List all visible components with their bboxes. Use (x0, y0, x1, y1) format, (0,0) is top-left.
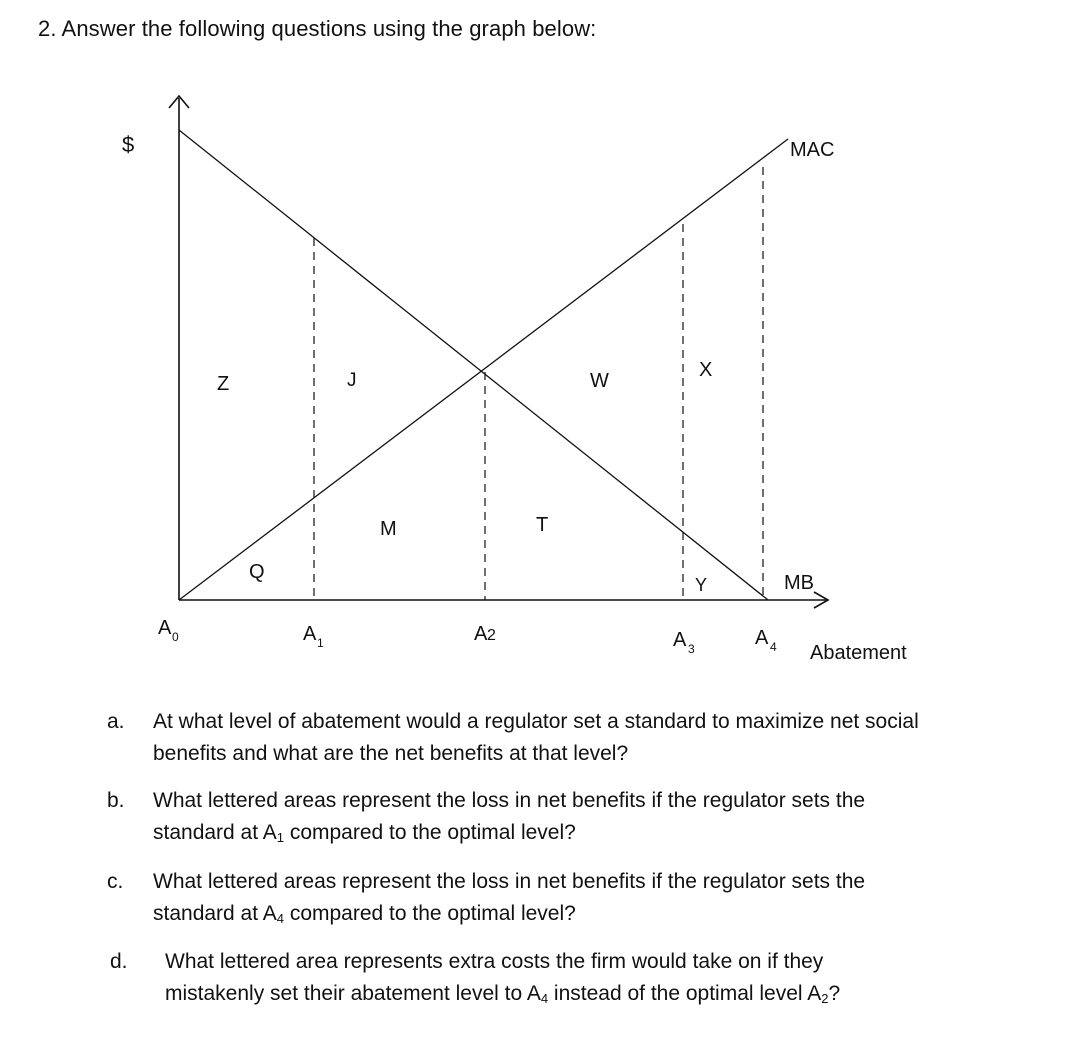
question-a-line2: benefits and what are the net benefits at that level? (153, 742, 629, 765)
svg-text:3: 3 (688, 642, 695, 656)
area-label-m: M (380, 518, 397, 540)
page-heading: 2. Answer the following questions using the graph below: (38, 16, 597, 41)
svg-text:A: A (303, 623, 317, 645)
area-label-w: W (590, 370, 609, 392)
svg-text:4: 4 (770, 640, 777, 654)
tick-a0 (158, 617, 179, 644)
question-d-line2: mistakenly set their abatement level to $A_4$ instead of the optimal level $A_2$? (165, 982, 841, 1006)
question-c-line2: standard at $A_4$ compared to the optimal level? (153, 902, 576, 926)
svg-text:A: A (158, 617, 172, 639)
tick-a4 (755, 627, 777, 654)
tick-a3 (673, 629, 695, 656)
question-d-line1: What lettered area represents extra costs the firm would take on if they (165, 950, 824, 973)
svg-text:1: 1 (317, 636, 324, 650)
question-b-marker: b. (107, 789, 125, 812)
svg-text:A: A (474, 623, 488, 645)
mb-curve-label: MB (784, 572, 814, 594)
mb-curve (179, 130, 768, 600)
question-a-marker: a. (107, 710, 125, 733)
question-d-marker: d. (110, 950, 128, 973)
question-b-line1: What lettered areas represent the loss in net benefits if the regulator sets the (153, 789, 866, 812)
svg-text:0: 0 (172, 630, 179, 644)
area-label-y: Y (695, 575, 708, 595)
svg-text:2: 2 (487, 627, 496, 644)
svg-text:A: A (673, 629, 687, 651)
tick-a2 (474, 623, 496, 645)
x-axis-label: Abatement (810, 642, 907, 664)
y-axis-label: $ (122, 132, 135, 157)
area-label-z: Z (217, 373, 230, 395)
question-c-line1: What lettered areas represent the loss in net benefits if the regulator sets the (153, 870, 866, 893)
question-c-marker: c. (107, 870, 124, 893)
tick-a1 (303, 623, 324, 650)
question-b-line2: standard at $A_1$ compared to the optimal level? (153, 821, 576, 845)
area-label-x: X (699, 359, 713, 381)
question-a-line1: At what level of abatement would a regulator set a standard to maximize net social (153, 710, 919, 733)
mac-curve (179, 139, 788, 600)
area-label-t: T (536, 514, 549, 536)
area-label-q: Q (249, 561, 265, 583)
svg-text:A: A (755, 627, 769, 649)
area-label-j: J (347, 370, 357, 391)
mac-curve-label: MAC (790, 139, 835, 161)
